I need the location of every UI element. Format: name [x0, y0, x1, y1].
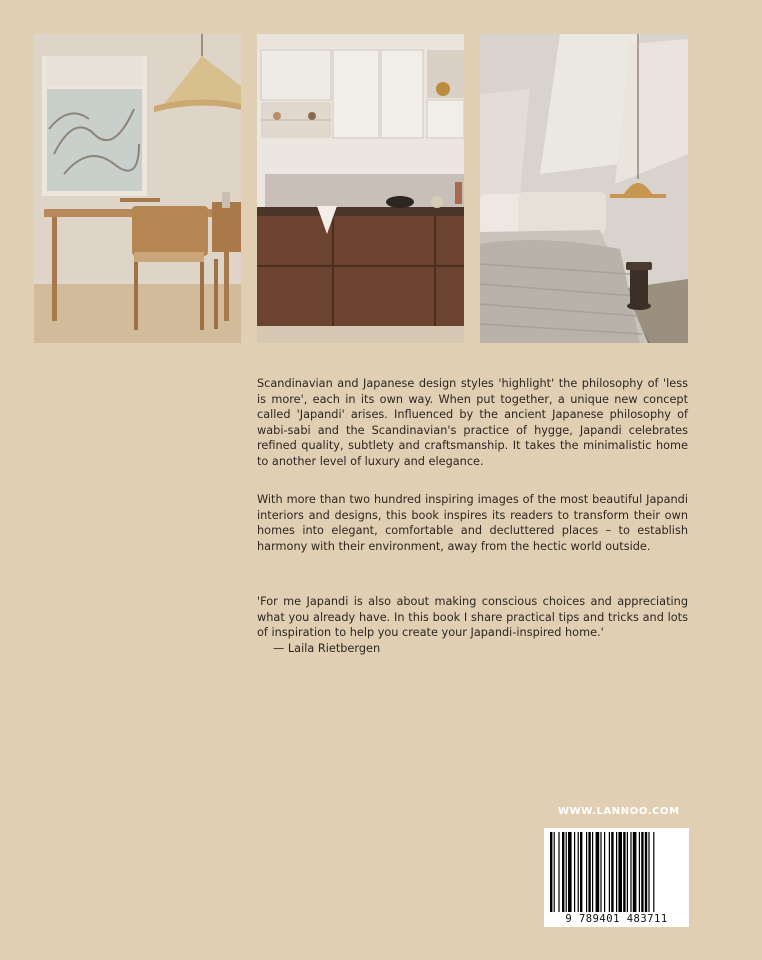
description-paragraph-2: With more than two hundred inspiring images of the most beautiful Japandi interiors and designs, this book inspires its readers to transform their own homes into elegant, comfortable and decluttered places – to establish harmony with their environment, away from the hectic world outside.	[257, 493, 688, 553]
barcode-bar	[566, 832, 567, 912]
barcode-bar	[550, 832, 552, 912]
isbn-number: 9 789401 483711	[565, 913, 668, 925]
description-paragraph-1: Scandinavian and Japanese design styles 'highlight' the philosophy of 'less is more', each in its own way. When put together, a unique new concept called 'Japandi' arises. Influenced by the ancient Japanese philosophy of wabi-sabi and the Scandinavian's practice of hygge, Japandi celebrates refined quality, subtlety and craftsmanship. It takes the minimalistic home to another level of luxury and elegance.	[257, 377, 688, 468]
barcode-bar	[600, 832, 601, 912]
dining-room-photo	[34, 34, 241, 343]
barcode-bar	[623, 832, 625, 912]
barcode-bar	[653, 832, 654, 912]
barcode-bar	[588, 832, 590, 912]
barcode-bar	[639, 832, 640, 912]
barcode-bar	[586, 832, 587, 912]
isbn-barcode	[544, 828, 689, 927]
kitchen-photo	[257, 34, 464, 343]
barcode-bar	[592, 832, 593, 912]
barcode-bar	[596, 832, 600, 912]
quote-attribution: — Laila Rietbergen	[273, 642, 381, 655]
barcode-bar	[604, 832, 605, 912]
barcode-bars	[544, 828, 689, 914]
barcode-bar	[616, 832, 617, 912]
barcode-bar	[630, 832, 631, 912]
barcode-bar	[641, 832, 643, 912]
barcode-bar	[574, 832, 575, 912]
barcode-bar	[627, 832, 628, 912]
barcode-bar	[618, 832, 622, 912]
barcode-bar	[562, 832, 564, 912]
barcode-bar	[558, 832, 559, 912]
author-quote: 'For me Japandi is also about making conscious choices and appreciating what you already have. In this book I share practical tips and tricks and lots of inspiration to help you create your Japandi-inspired home.'	[257, 595, 688, 640]
barcode-bar	[609, 832, 610, 912]
barcode-bar	[578, 832, 579, 912]
barcode-bar	[580, 832, 582, 912]
bedroom-photo	[480, 34, 688, 343]
barcode-bar	[633, 832, 637, 912]
barcode-bar	[645, 832, 647, 912]
barcode-bar	[611, 832, 613, 912]
publisher-website[interactable]: WWW.LANNOO.COM	[558, 806, 680, 817]
barcode-bar	[554, 832, 555, 912]
barcode-bar	[568, 832, 572, 912]
barcode-bar	[648, 832, 649, 912]
